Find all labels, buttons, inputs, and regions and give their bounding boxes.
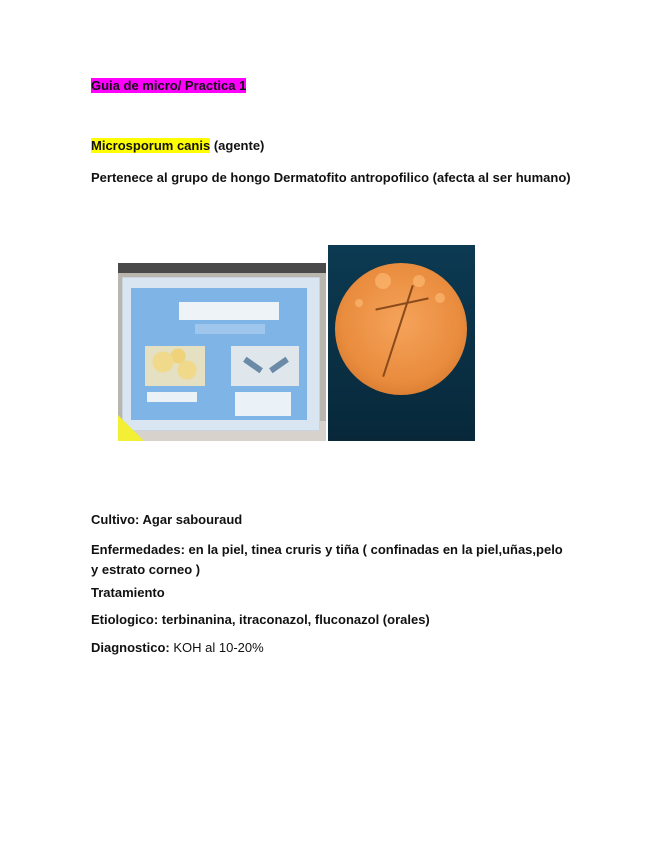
- organism-suffix: (agente): [213, 138, 265, 153]
- organism-name: Microsporum canis: [91, 138, 211, 153]
- diagnostico-value: KOH al 10-20%: [173, 640, 264, 655]
- yellow-corner: [118, 415, 144, 441]
- field-bubble: [355, 299, 363, 307]
- poster-title-block: [179, 302, 279, 320]
- microscope-field: [335, 263, 467, 395]
- cultivo-line: Cultivo: Agar sabouraud: [91, 512, 243, 527]
- field-bubble: [375, 273, 391, 289]
- poster-board: [122, 277, 320, 431]
- poster-photo: [118, 263, 326, 441]
- microscopy-image: [231, 346, 299, 386]
- field-bubble: [413, 275, 425, 287]
- diagnostico-line: [91, 640, 264, 655]
- group-description: Pertenece al grupo de hongo Dermatofito antropofilico (afecta al ser humano): [91, 170, 571, 185]
- photo-background-top: [118, 263, 326, 273]
- culture-caption-block: [147, 392, 197, 402]
- heading-text: Guia de micro/ Practica 1: [91, 78, 247, 93]
- culture-image: [145, 346, 205, 386]
- poster-label-block: [195, 324, 265, 334]
- tratamiento-line: Tratamiento: [91, 585, 165, 600]
- etiologico-line: Etiologico: terbinanina, itraconazol, fluconazol (orales): [91, 612, 430, 627]
- page-heading: [91, 78, 246, 93]
- diagnostico-label: Diagnostico:: [91, 640, 170, 655]
- microscopy-caption-block: [235, 392, 291, 416]
- poster-panel: [131, 288, 307, 420]
- field-bubble: [435, 293, 445, 303]
- enfermedades-line: Enfermedades: en la piel, tinea cruris y tiña ( confinadas en la piel,uñas,pelo y estrato corneo ): [91, 542, 563, 577]
- organism-line: [91, 138, 264, 153]
- microscope-photo: [328, 245, 475, 441]
